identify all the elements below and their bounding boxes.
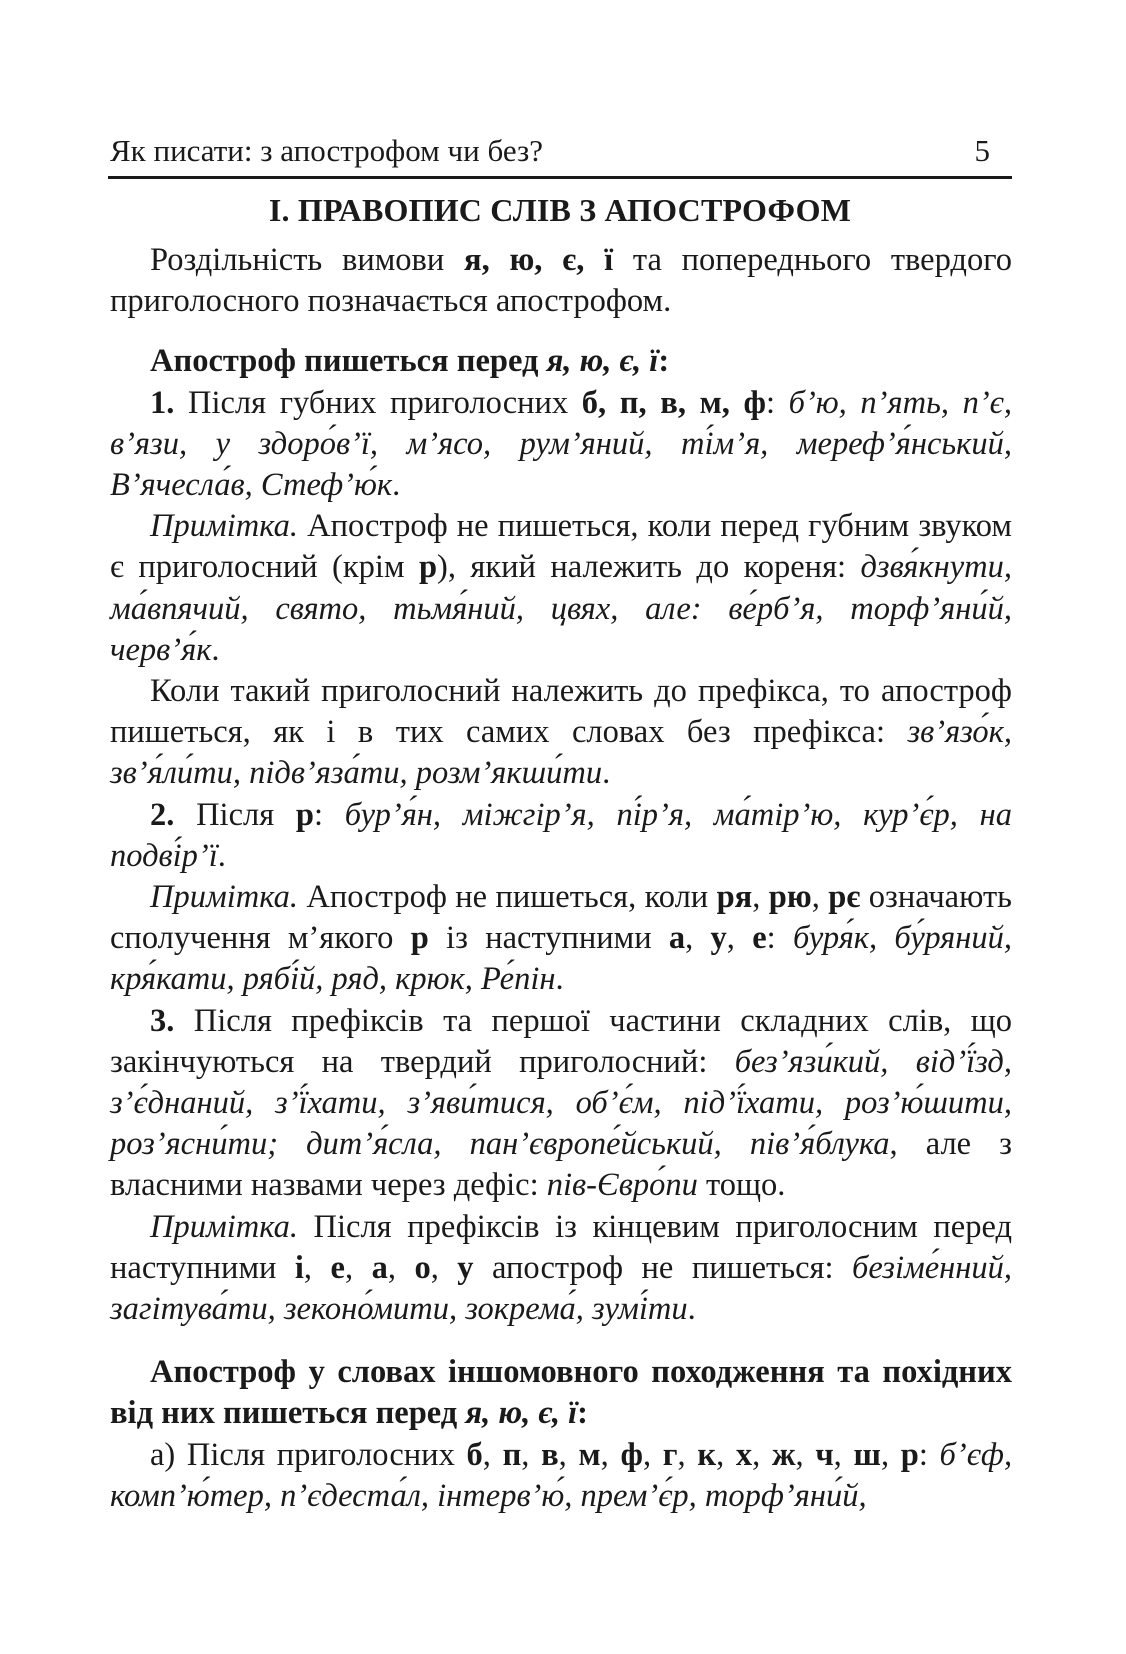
bold-run: р — [295, 796, 314, 833]
bold-run: у — [710, 920, 727, 957]
text-run: , — [833, 1436, 854, 1473]
bold-run: е — [752, 920, 767, 957]
text-run: . — [217, 837, 226, 874]
bold-run: 1. — [150, 384, 175, 421]
rule-3-paragraph — [110, 1001, 1012, 1207]
text-run: , але з власними назвами через дефіс: — [110, 1126, 1012, 1204]
bold-run: Апостроф у словах іншомовного походження та похідних від них пишеться перед — [110, 1354, 1012, 1432]
bold-run: г — [662, 1436, 678, 1473]
italic-run: Примітка. — [150, 508, 298, 545]
text-run: , — [642, 1436, 663, 1473]
text-run: , — [558, 1436, 579, 1473]
bold-run: б, п, в, м, ф — [581, 384, 766, 421]
text-run: , — [521, 1436, 542, 1473]
bold-run: р — [900, 1436, 919, 1473]
page-number: 5 — [974, 133, 990, 168]
bold-run: в — [541, 1436, 559, 1473]
bold-run: к — [697, 1436, 717, 1473]
italic-run: бур’я́н, міжгір’я, пі́р’я, ма́тір’ю, кур’є́р, на подві́р’ї — [110, 796, 1013, 874]
text-run: . — [555, 961, 564, 998]
text-run: із наступними — [428, 920, 669, 957]
text-run: : — [766, 920, 793, 957]
text-run: , — [726, 920, 753, 957]
rule-3-note — [110, 1207, 1012, 1331]
text-run: , — [752, 879, 769, 916]
running-title: Як писати: з апострофом чи без? — [110, 133, 543, 168]
text-run: означають сполучення м’якого — [110, 879, 1012, 957]
section-title: І. ПРАВОПИС СЛІВ З АПОСТРОФОМ — [268, 192, 852, 228]
text-run: , — [752, 1436, 772, 1473]
text-run: та попереднього твердого приголосного позначається апострофом. — [110, 242, 1012, 320]
bold-run: ж — [771, 1436, 796, 1473]
text-run: Після префіксів та першої частини складних слів, що закінчуються на твердий приголосний: — [110, 1002, 1012, 1080]
foreign-words-heading — [110, 1352, 1012, 1434]
bold-run: а — [371, 1249, 388, 1286]
text-run: , — [677, 1436, 698, 1473]
rule-2-note — [110, 877, 1012, 1001]
bold-run: 3. — [150, 1002, 175, 1039]
bold-run: п — [502, 1436, 522, 1473]
bold-run: м — [578, 1436, 601, 1473]
text-run: . — [211, 631, 220, 668]
bold-italic-run: я, ю, є, ї — [546, 343, 659, 380]
text-run: , — [430, 1249, 458, 1286]
italic-run: пів-Євро́пи — [546, 1167, 698, 1204]
italic-run: зв’язо́к, зв’я́ли́ти, підв’яза́ти, розм’якши́ти — [110, 714, 1012, 792]
bold-run: ч — [815, 1436, 834, 1473]
italic-run: б’єф, комп’ю́тер, п’єдеста́л, інтерв’ю́, прем’є́р, торф’яни́й, — [110, 1436, 1013, 1514]
italic-run: Примітка. — [150, 879, 298, 916]
bold-run: ш — [853, 1436, 881, 1473]
bold-run: о — [414, 1249, 431, 1286]
bold-run: рє — [828, 879, 861, 916]
text-run: тощо. — [697, 1167, 786, 1204]
text-run: , — [685, 920, 711, 957]
text-run: , — [716, 1436, 736, 1473]
text-run: а) Після приголосних — [150, 1436, 467, 1473]
text-run: : — [313, 796, 345, 833]
italic-run: буря́к, бу́ряний, кря́кати, рябі́й, ряд, крюк, Ре́пін — [110, 920, 1012, 998]
text-run: . — [392, 467, 401, 504]
text-run: , — [482, 1436, 503, 1473]
text-run: , — [600, 1436, 621, 1473]
rule-heading — [110, 341, 1012, 382]
bold-run: б — [466, 1436, 483, 1473]
text-run: , — [303, 1249, 331, 1286]
bold-run: : — [658, 343, 670, 380]
bold-run: р — [418, 549, 438, 586]
bold-run: рю — [768, 879, 812, 916]
text-run: , — [880, 1436, 901, 1473]
bold-run: і — [294, 1249, 304, 1286]
rule-1-note-continuation — [110, 671, 1012, 795]
bold-run: ря — [716, 879, 753, 916]
rule-1-paragraph — [110, 383, 1012, 507]
text-run: Після — [174, 796, 296, 833]
text-run: , — [811, 879, 829, 916]
italic-run: дзвя́кнути, ма́впячий, свято, тьмя́ний, цвях, але: ве́рб’я, торф’яни́й, черв’я́к — [110, 549, 1012, 668]
text-run: Після префіксів із кінцевим приголосним перед наступними — [110, 1208, 1012, 1286]
text-run: ), який належить до кореня: — [437, 549, 861, 586]
bold-run: у — [457, 1249, 474, 1286]
text-run: , — [795, 1436, 816, 1473]
italic-run: безіме́нний, загітува́ти, зеконо́мити, зокрема́, зумі́ти — [110, 1249, 1013, 1328]
bold-italic-run: я, ю, є, ї — [465, 1395, 578, 1432]
text-run: : — [918, 1436, 940, 1473]
bold-run: Апостроф пишеться перед — [150, 343, 547, 380]
bold-run: е — [330, 1249, 345, 1286]
intro-paragraph — [110, 240, 1012, 322]
italic-run: без’язи́кий, від’ї́зд, з’є́днаний, з’ї́хати, з’яви́тися, об’є́м, під’ї́хати, роз’ю́шити, роз’ясни́ти; дит’я́сла, пан’європе́йський, пів’я́блука — [110, 1043, 1012, 1163]
text-run: . — [602, 755, 611, 792]
text-run: , — [344, 1249, 372, 1286]
text-run: Після губних приголосних — [174, 384, 582, 421]
text-run: Апостроф не пишеться, коли — [297, 879, 717, 916]
text-run: , — [387, 1249, 415, 1286]
bold-run: : — [577, 1395, 588, 1432]
text-run: Роздільність вимови — [150, 242, 465, 278]
italic-run: б’ю, п’ять, п’є, в’язи, у здоро́в’ї, м’ясо, рум’яний, ті́м’я, мереф’я́нський, В’ячесла́в, Стеф’ю́к — [110, 384, 1012, 504]
rule-2-paragraph — [110, 795, 1012, 877]
running-header — [108, 134, 1012, 179]
body-text — [110, 240, 1012, 1517]
bold-run: 2. — [150, 796, 175, 833]
text-run: Коли такий приголосний належить до префікса, то апостроф пишеться, як і в тих самих словах без префікса: — [110, 673, 1012, 751]
bold-run: ф — [620, 1436, 643, 1473]
rule-1-note — [110, 506, 1012, 671]
text-run: Апостроф не пишеться, коли перед губним звуком є приголосний (крім — [110, 508, 1012, 586]
bold-run: а — [668, 920, 686, 957]
rule-a-paragraph — [110, 1435, 1012, 1517]
bold-run: р — [410, 920, 429, 957]
text-run: : — [765, 384, 789, 421]
text-run: . — [687, 1291, 696, 1328]
bold-run: я, ю, є, ї — [464, 242, 614, 278]
text-run: апостроф не пишеться: — [473, 1249, 852, 1286]
italic-run: Примітка. — [150, 1208, 298, 1245]
bold-run: х — [735, 1436, 753, 1473]
